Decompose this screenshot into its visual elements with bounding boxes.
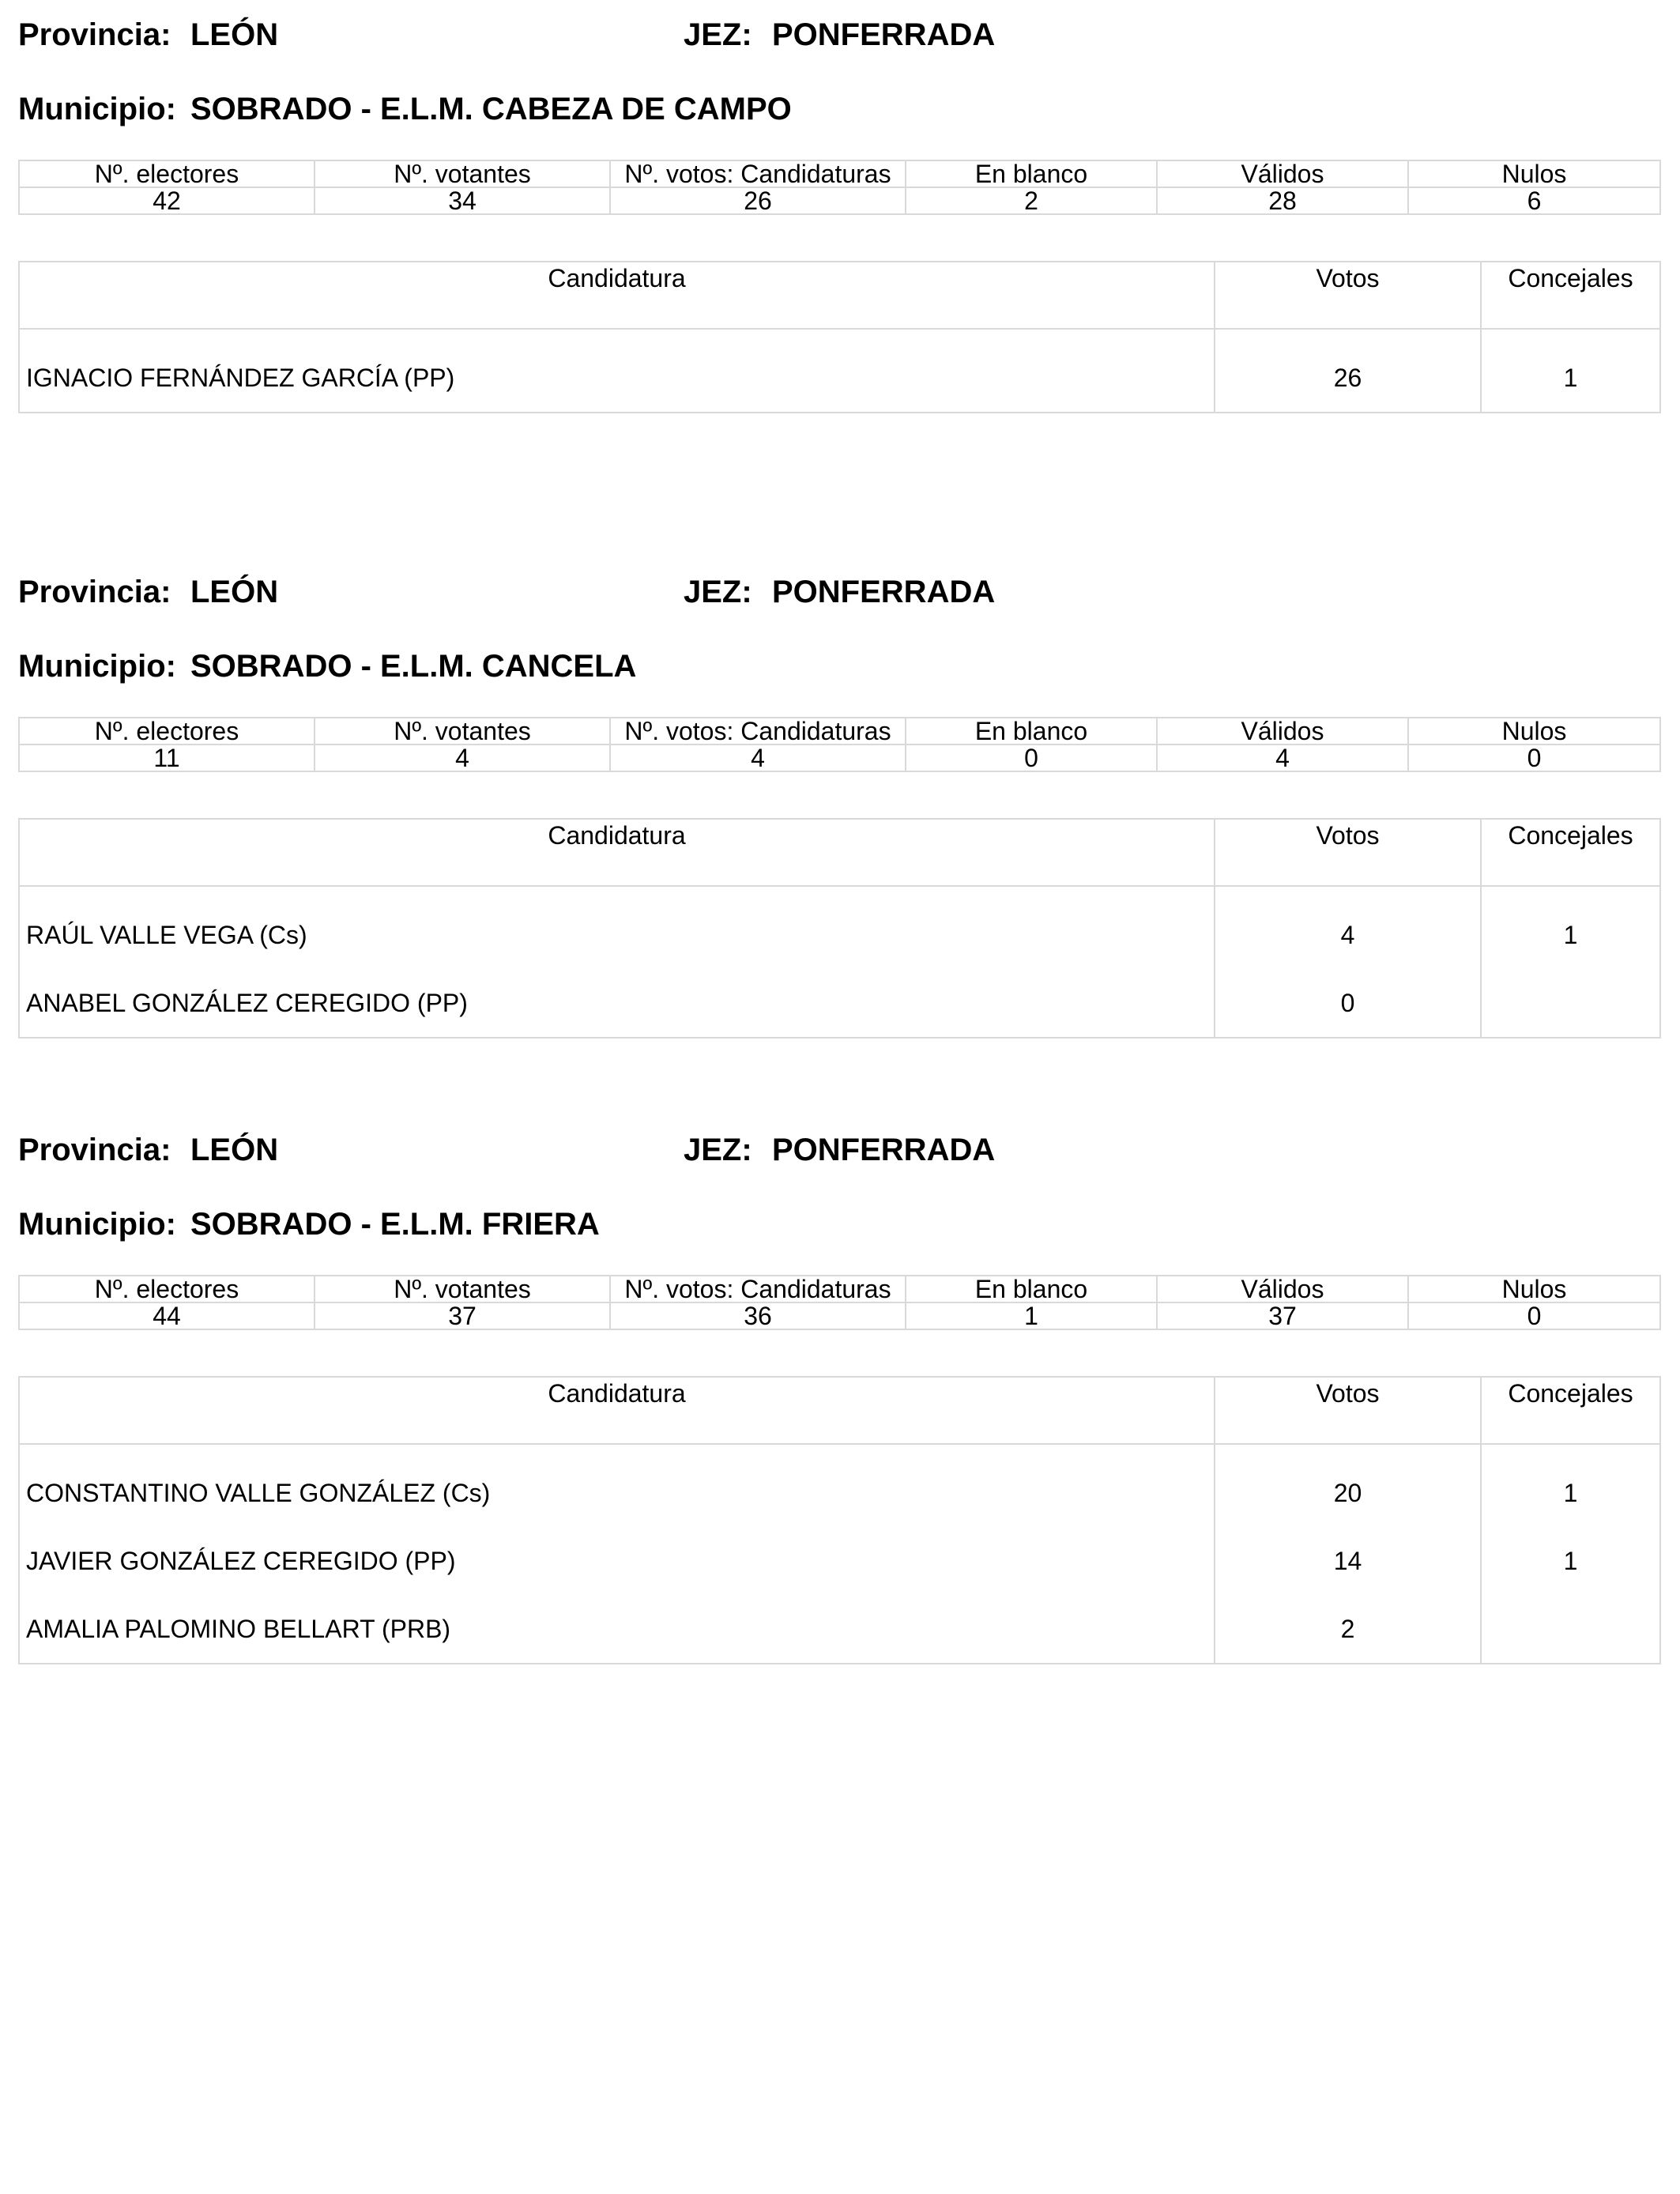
stats-header-cell: Nº. electores bbox=[19, 1276, 315, 1302]
stats-value-cell: 4 bbox=[1157, 745, 1408, 771]
stats-header-cell: Nº. votos: Candidaturas bbox=[610, 718, 906, 745]
stats-table bbox=[18, 160, 1661, 215]
municipio-label: Municipio: bbox=[18, 1207, 176, 1242]
stats-header-cell: En blanco bbox=[906, 1276, 1157, 1302]
header-row bbox=[18, 1126, 1659, 1174]
candidate-name: CONSTANTINO VALLE GONZÁLEZ (Cs) bbox=[19, 1444, 1215, 1527]
stats-header-cell: Nº. votos: Candidaturas bbox=[610, 160, 906, 187]
candidatura-header: Candidatura bbox=[19, 262, 1215, 329]
stats-value-cell: 0 bbox=[906, 745, 1157, 771]
candidate-name: RAÚL VALLE VEGA (Cs) bbox=[19, 886, 1215, 969]
concejales-header: Concejales bbox=[1481, 262, 1660, 329]
municipio-label: Municipio: bbox=[18, 649, 176, 684]
stats-value-cell: 34 bbox=[315, 187, 610, 214]
candidate-concejales bbox=[1481, 969, 1660, 1038]
stats-header-cell: Nº. votos: Candidaturas bbox=[610, 1276, 906, 1302]
candidate-votes: 26 bbox=[1215, 329, 1481, 413]
stats-header-cell: Nº. votantes bbox=[315, 160, 610, 187]
provincia-label: Provincia: bbox=[18, 17, 171, 52]
municipio-row bbox=[18, 1201, 1659, 1248]
municipio-row bbox=[18, 85, 1659, 133]
municipio-label: Municipio: bbox=[18, 92, 176, 126]
stats-value-cell: 6 bbox=[1408, 187, 1660, 214]
candidate-concejales: 1 bbox=[1481, 1444, 1660, 1527]
header-row bbox=[18, 568, 1659, 616]
candidate-votes: 0 bbox=[1215, 969, 1481, 1038]
stats-value-cell: 4 bbox=[610, 745, 906, 771]
stats-value-cell: 1 bbox=[906, 1302, 1157, 1329]
provincia-value: LEÓN bbox=[190, 575, 279, 609]
candidate-concejales: 1 bbox=[1481, 329, 1660, 413]
stats-value-cell: 0 bbox=[1408, 745, 1660, 771]
concejales-header: Concejales bbox=[1481, 819, 1660, 886]
candidate-row bbox=[19, 1444, 1660, 1527]
stats-header-cell: Nulos bbox=[1408, 718, 1660, 745]
stats-header-cell: Nº. votantes bbox=[315, 718, 610, 745]
stats-value-cell: 36 bbox=[610, 1302, 906, 1329]
stats-header-row bbox=[19, 718, 1660, 745]
stats-value-cell: 37 bbox=[1157, 1302, 1408, 1329]
stats-value-cell: 44 bbox=[19, 1302, 315, 1329]
results-section-3 bbox=[18, 1126, 1659, 1643]
stats-value-cell: 2 bbox=[906, 187, 1157, 214]
stats-header-cell: En blanco bbox=[906, 160, 1157, 187]
jez-label: JEZ: bbox=[684, 575, 752, 609]
candidatura-header: Candidatura bbox=[19, 819, 1215, 886]
stats-value-cell: 0 bbox=[1408, 1302, 1660, 1329]
concejales-header: Concejales bbox=[1481, 1377, 1660, 1444]
candidate-name: AMALIA PALOMINO BELLART (PRB) bbox=[19, 1595, 1215, 1664]
candidate-concejales bbox=[1481, 1595, 1660, 1664]
votos-header: Votos bbox=[1215, 1377, 1481, 1444]
candidates-table bbox=[18, 261, 1661, 413]
candidate-row bbox=[19, 886, 1660, 969]
candidates-table bbox=[18, 1376, 1661, 1664]
stats-header-row bbox=[19, 160, 1660, 187]
stats-header-cell: Válidos bbox=[1157, 160, 1408, 187]
municipio-value: SOBRADO - E.L.M. CANCELA bbox=[190, 649, 637, 684]
municipio-row bbox=[18, 643, 1659, 690]
stats-value-row bbox=[19, 187, 1660, 214]
header-row bbox=[18, 11, 1659, 58]
results-section-1 bbox=[18, 11, 1659, 392]
candidates-table bbox=[18, 818, 1661, 1039]
candidate-name: JAVIER GONZÁLEZ CEREGIDO (PP) bbox=[19, 1527, 1215, 1595]
jez-label: JEZ: bbox=[684, 1133, 752, 1167]
stats-table bbox=[18, 717, 1661, 772]
candidates-header-row bbox=[19, 819, 1660, 886]
stats-header-cell: Válidos bbox=[1157, 718, 1408, 745]
candidates-header-row bbox=[19, 262, 1660, 329]
jez-value: PONFERRADA bbox=[772, 575, 996, 609]
stats-value-cell: 4 bbox=[315, 745, 610, 771]
candidate-votes: 20 bbox=[1215, 1444, 1481, 1527]
votos-header: Votos bbox=[1215, 262, 1481, 329]
jez-value: PONFERRADA bbox=[772, 1133, 996, 1167]
candidate-concejales: 1 bbox=[1481, 1527, 1660, 1595]
stats-value-row bbox=[19, 1302, 1660, 1329]
jez-label: JEZ: bbox=[684, 17, 752, 52]
candidate-votes: 4 bbox=[1215, 886, 1481, 969]
stats-header-row bbox=[19, 1276, 1660, 1302]
stats-value-cell: 26 bbox=[610, 187, 906, 214]
candidate-row bbox=[19, 1527, 1660, 1595]
jez-value: PONFERRADA bbox=[772, 17, 996, 52]
stats-header-cell: Nulos bbox=[1408, 1276, 1660, 1302]
candidate-concejales: 1 bbox=[1481, 886, 1660, 969]
provincia-label: Provincia: bbox=[18, 575, 171, 609]
stats-value-cell: 37 bbox=[315, 1302, 610, 1329]
stats-header-cell: Nº. votantes bbox=[315, 1276, 610, 1302]
municipio-value: SOBRADO - E.L.M. FRIERA bbox=[190, 1207, 600, 1242]
stats-value-row bbox=[19, 745, 1660, 771]
votos-header: Votos bbox=[1215, 819, 1481, 886]
stats-header-cell: Nº. electores bbox=[19, 718, 315, 745]
candidatura-header: Candidatura bbox=[19, 1377, 1215, 1444]
stats-header-cell: Válidos bbox=[1157, 1276, 1408, 1302]
candidates-header-row bbox=[19, 1377, 1660, 1444]
stats-header-cell: Nº. electores bbox=[19, 160, 315, 187]
candidate-row bbox=[19, 1595, 1660, 1664]
candidate-votes: 14 bbox=[1215, 1527, 1481, 1595]
stats-value-cell: 11 bbox=[19, 745, 315, 771]
candidate-name: ANABEL GONZÁLEZ CEREGIDO (PP) bbox=[19, 969, 1215, 1038]
stats-value-cell: 28 bbox=[1157, 187, 1408, 214]
provincia-value: LEÓN bbox=[190, 1133, 279, 1167]
stats-header-cell: En blanco bbox=[906, 718, 1157, 745]
results-section-2 bbox=[18, 568, 1659, 1017]
candidate-votes: 2 bbox=[1215, 1595, 1481, 1664]
stats-value-cell: 42 bbox=[19, 187, 315, 214]
candidate-name: IGNACIO FERNÁNDEZ GARCÍA (PP) bbox=[19, 329, 1215, 413]
municipio-value: SOBRADO - E.L.M. CABEZA DE CAMPO bbox=[190, 92, 792, 126]
stats-table bbox=[18, 1275, 1661, 1330]
candidate-row bbox=[19, 969, 1660, 1038]
provincia-value: LEÓN bbox=[190, 17, 279, 52]
stats-header-cell: Nulos bbox=[1408, 160, 1660, 187]
candidate-row bbox=[19, 329, 1660, 413]
provincia-label: Provincia: bbox=[18, 1133, 171, 1167]
